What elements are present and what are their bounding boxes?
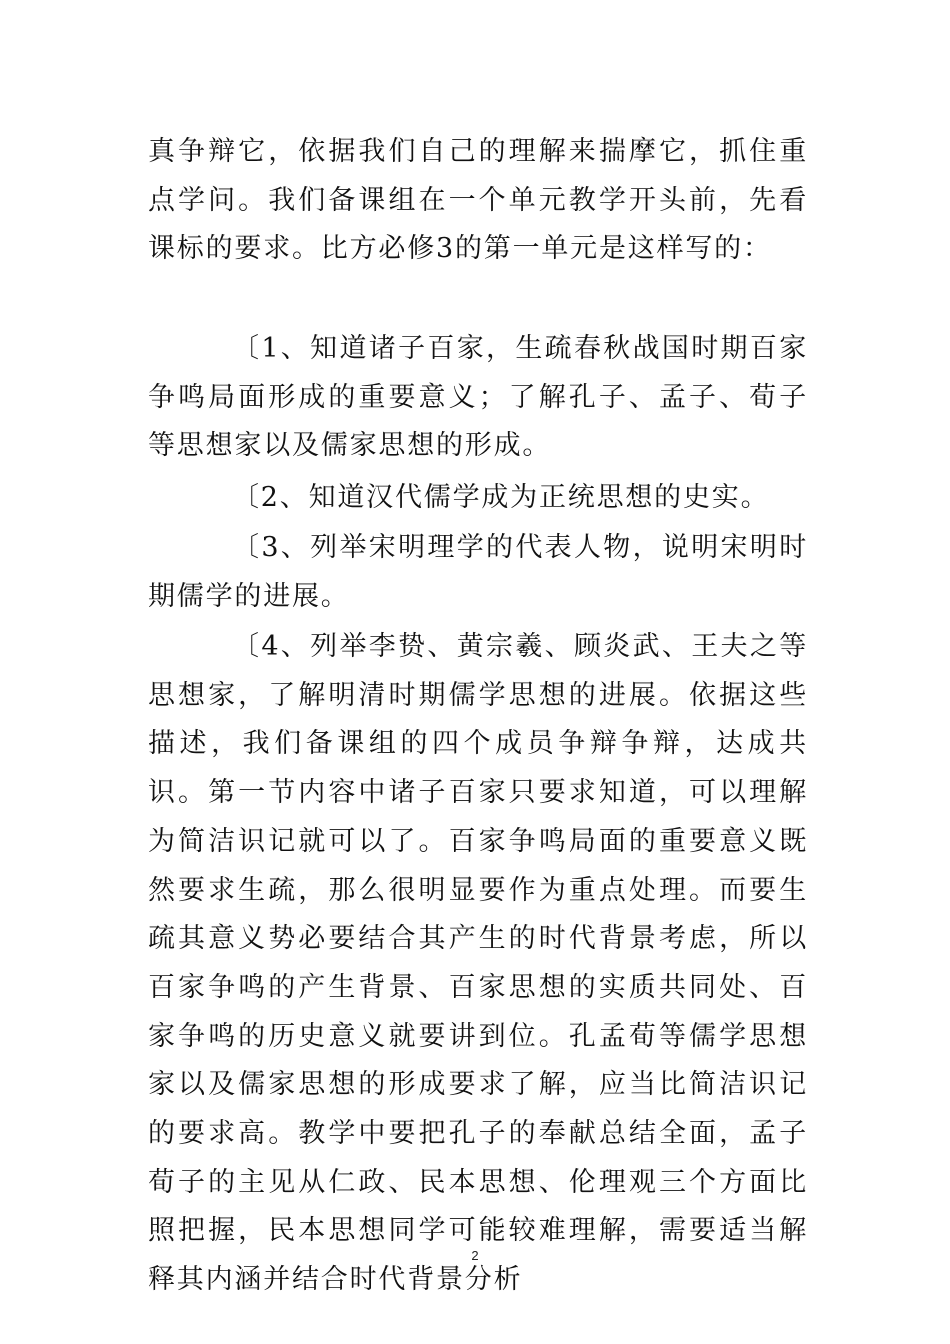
paragraph-item-3: 〔3、列举宋明理学的代表人物，说明宋明时期儒学的进展。 (148, 532, 808, 612)
paragraph-intro: 真争辩它，依据我们自己的理解来揣摩它，抓住重点学问。我们备课组在一个单元教学开头前，先看课标的要求。比方必修3的第一单元是这样写的： (148, 136, 808, 265)
paragraph-item-4: 〔4、列举李贽、黄宗羲、顾炎武、王夫之等思想家，了解明清时期儒学思想的进展。依据这些描述，我们备课组的四个成员争辩争辩，达成共识。第一节内容中诸子百家只要求知道，可以理解为简洁识记就可以了。百家争鸣局面的重要意义既然要求生疏，那么很明显要作为重点处理。而要生疏其意义势必要结合其产生的时代背景考虑，所以百家争鸣的产生背景、百家思想的实质共同处、百家争鸣的历史意义就要讲到位。孔孟荀等儒学思想家以及儒家思想的形成要求了解，应当比简洁识记的要求高。教学中要把孔子的奉献总结全面，孟子荀子的主见从仁政、民本思想、伦理观三个方面比照把握，民本思想同学可能较难理解，需要适当解释其内涵并结合时代背景分析 (148, 631, 808, 1296)
page-number: 2 (471, 1248, 479, 1263)
paragraph-item-2: 〔2、知道汉代儒学成为正统思想的史实。 (232, 482, 770, 513)
paragraph-item-1: 〔1、知道诸子百家，生疏春秋战国时期百家争鸣局面形成的重要意义；了解孔子、孟子、荀子等思想家以及儒家思想的形成。 (148, 333, 808, 462)
